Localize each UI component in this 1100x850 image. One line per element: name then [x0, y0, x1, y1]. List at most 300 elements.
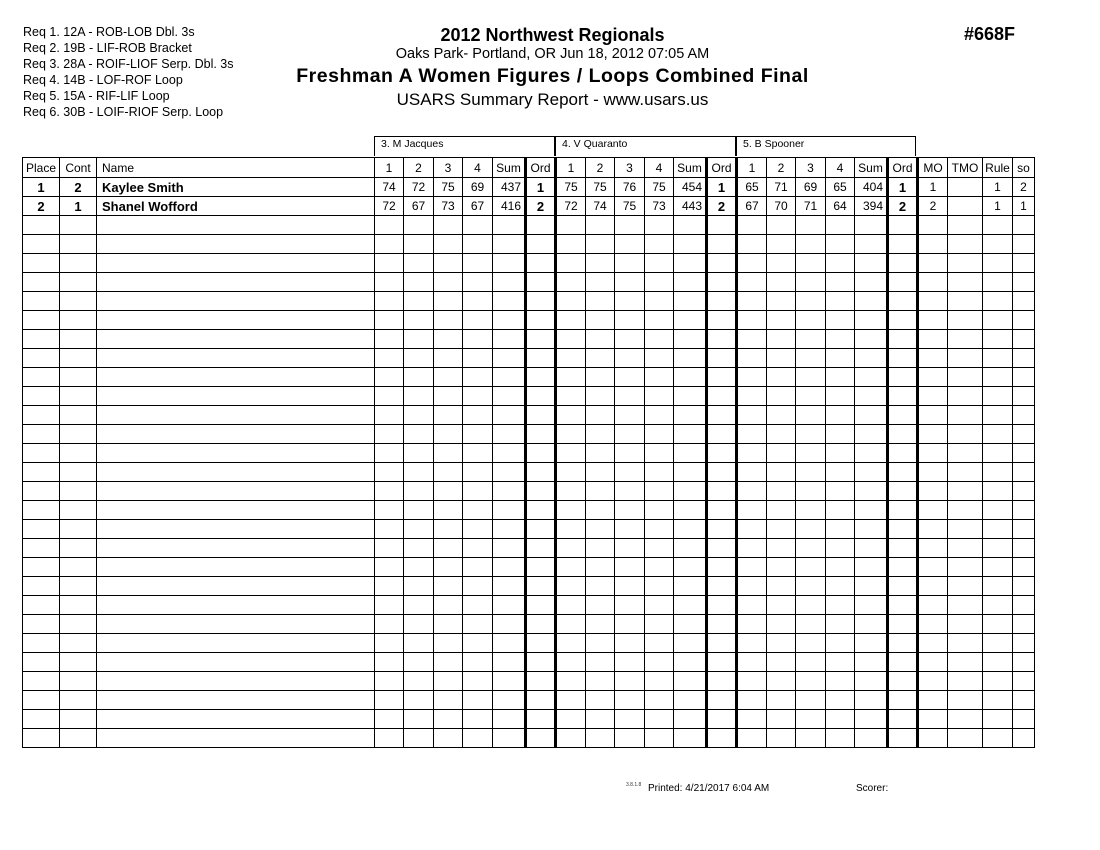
so-cell [1013, 311, 1035, 330]
score-cell [615, 273, 645, 292]
skater-name-cell [97, 520, 375, 539]
score-cell [615, 501, 645, 520]
tmo-cell [948, 216, 983, 235]
score-cell: 65 [826, 178, 855, 197]
ordinal-cell [888, 691, 918, 710]
score-cell [434, 292, 463, 311]
ordinal-cell [707, 501, 737, 520]
score-cell [586, 539, 615, 558]
skater-name-cell [97, 406, 375, 425]
empty-row [23, 368, 1035, 387]
ordinal-cell [526, 254, 556, 273]
sum-cell [674, 615, 707, 634]
skater-name-cell [97, 653, 375, 672]
score-cell [586, 615, 615, 634]
report-header [240, 24, 865, 111]
score-cell [826, 235, 855, 254]
mo-cell [918, 444, 948, 463]
score-cell [404, 387, 434, 406]
score-cell [737, 691, 767, 710]
score-cell [767, 254, 796, 273]
printed-date: Printed: 4/21/2017 6:04 AM [648, 783, 770, 794]
sum-cell [855, 406, 888, 425]
score-cell [767, 330, 796, 349]
score-cell [463, 387, 493, 406]
judge-header-3: 5. B Spooner [736, 136, 916, 156]
score-cell [826, 729, 855, 748]
score-cell [586, 349, 615, 368]
sum-cell [855, 292, 888, 311]
score-cell [375, 615, 404, 634]
sum-cell [674, 330, 707, 349]
score-cell [556, 653, 586, 672]
score-cell [404, 520, 434, 539]
sum-cell [493, 520, 526, 539]
score-cell [404, 311, 434, 330]
score-cell [586, 691, 615, 710]
score-cell [586, 729, 615, 748]
score-cell [556, 710, 586, 729]
score-cell [796, 235, 826, 254]
sum-cell [855, 273, 888, 292]
score-cell [826, 634, 855, 653]
score-cell [463, 235, 493, 254]
ordinal-cell [526, 273, 556, 292]
score-cell [826, 216, 855, 235]
score-cell [434, 463, 463, 482]
ordinal-cell [888, 425, 918, 444]
so-cell [1013, 520, 1035, 539]
empty-row [23, 710, 1035, 729]
score-cell: 67 [737, 197, 767, 216]
score-cell [767, 558, 796, 577]
score-cell [615, 292, 645, 311]
sum-cell [855, 691, 888, 710]
score-cell [434, 254, 463, 273]
so-cell [1013, 387, 1035, 406]
empty-row [23, 216, 1035, 235]
mo-cell [918, 672, 948, 691]
empty-row [23, 691, 1035, 710]
sum-cell [674, 311, 707, 330]
sum-cell [674, 634, 707, 653]
place-cell [23, 691, 60, 710]
rule-cell [983, 292, 1013, 311]
score-cell [737, 482, 767, 501]
location-date: Oaks Park- Portland, OR Jun 18, 2012 07:05 AM [395, 46, 710, 62]
sum-cell [855, 653, 888, 672]
score-cell [796, 368, 826, 387]
requirement-3: Req 3. 28A - ROIF-LIOF Serp. Dbl. 3s [23, 57, 234, 71]
score-cell [556, 691, 586, 710]
sum-cell: 437 [493, 178, 526, 197]
cont-cell [60, 615, 97, 634]
ordinal-cell [888, 387, 918, 406]
score-cell [826, 577, 855, 596]
score-cell [796, 482, 826, 501]
ordinal-cell [707, 311, 737, 330]
score-cell [556, 235, 586, 254]
skater-name-cell [97, 482, 375, 501]
sum-cell [855, 558, 888, 577]
score-cell [615, 691, 645, 710]
sum-cell [855, 710, 888, 729]
score-cell [826, 463, 855, 482]
column-header-judge2-0: 1 [556, 158, 586, 178]
ordinal-cell [707, 444, 737, 463]
score-cell [767, 463, 796, 482]
rule-cell [983, 254, 1013, 273]
sum-cell [493, 501, 526, 520]
score-cell [404, 577, 434, 596]
sum-cell [855, 463, 888, 482]
ordinal-cell [526, 653, 556, 672]
skater-name-cell [97, 425, 375, 444]
score-cell [434, 387, 463, 406]
so-cell [1013, 482, 1035, 501]
sum-cell [855, 368, 888, 387]
rule-cell: 1 [983, 197, 1013, 216]
score-cell [737, 425, 767, 444]
score-cell [615, 672, 645, 691]
ordinal-cell [526, 577, 556, 596]
sum-cell [855, 311, 888, 330]
score-cell [645, 596, 674, 615]
score-cell [586, 330, 615, 349]
score-cell [767, 273, 796, 292]
so-cell [1013, 330, 1035, 349]
mo-cell [918, 330, 948, 349]
report-name: USARS Summary Report - www.usars.us [396, 90, 709, 109]
mo-cell [918, 349, 948, 368]
ordinal-cell [888, 254, 918, 273]
score-cell [556, 425, 586, 444]
score-cell [767, 387, 796, 406]
skater-name-cell: Kaylee Smith [97, 178, 375, 197]
score-cell [767, 292, 796, 311]
rule-cell [983, 520, 1013, 539]
score-cell [556, 311, 586, 330]
sum-cell [674, 425, 707, 444]
ordinal-cell [707, 463, 737, 482]
ordinal-cell [888, 292, 918, 311]
place-cell [23, 539, 60, 558]
ordinal-cell [888, 349, 918, 368]
empty-row [23, 444, 1035, 463]
sum-cell: 394 [855, 197, 888, 216]
tmo-cell [948, 482, 983, 501]
mo-cell [918, 539, 948, 558]
ordinal-cell [888, 311, 918, 330]
score-cell [615, 330, 645, 349]
sum-cell [493, 653, 526, 672]
score-cell [737, 463, 767, 482]
empty-row [23, 653, 1035, 672]
rule-cell [983, 501, 1013, 520]
score-cell [796, 425, 826, 444]
score-cell [404, 710, 434, 729]
cont-cell [60, 311, 97, 330]
mo-cell [918, 406, 948, 425]
tmo-cell [948, 558, 983, 577]
score-cell [796, 520, 826, 539]
score-cell [796, 710, 826, 729]
score-cell: 72 [404, 178, 434, 197]
mo-cell [918, 387, 948, 406]
rule-cell [983, 729, 1013, 748]
score-cell: 67 [404, 197, 434, 216]
ordinal-cell [526, 558, 556, 577]
column-header-judge1-4: Sum [493, 158, 526, 178]
score-cell [556, 615, 586, 634]
score-cell [434, 216, 463, 235]
score-cell [615, 368, 645, 387]
score-cell [737, 729, 767, 748]
empty-row [23, 539, 1035, 558]
ordinal-cell: 2 [526, 197, 556, 216]
score-cell [737, 216, 767, 235]
sum-cell [493, 615, 526, 634]
sum-cell [493, 482, 526, 501]
score-cell [434, 235, 463, 254]
sum-cell [855, 387, 888, 406]
place-cell [23, 463, 60, 482]
score-cell [375, 349, 404, 368]
tmo-cell [948, 178, 983, 197]
cont-cell [60, 444, 97, 463]
sum-cell: 454 [674, 178, 707, 197]
score-cell [826, 254, 855, 273]
score-cell [826, 596, 855, 615]
score-cell [375, 520, 404, 539]
place-cell [23, 273, 60, 292]
mo-cell [918, 558, 948, 577]
score-cell [737, 406, 767, 425]
sum-cell [674, 292, 707, 311]
score-cell [556, 387, 586, 406]
empty-row [23, 558, 1035, 577]
ordinal-cell [707, 254, 737, 273]
score-cell [556, 406, 586, 425]
score-cell [463, 577, 493, 596]
so-cell [1013, 235, 1035, 254]
score-cell [615, 634, 645, 653]
skater-name-cell [97, 311, 375, 330]
score-cell [737, 311, 767, 330]
score-cell [645, 387, 674, 406]
place-cell [23, 387, 60, 406]
place-cell [23, 406, 60, 425]
score-cell [586, 425, 615, 444]
score-cell [796, 539, 826, 558]
score-cell [645, 710, 674, 729]
score-cell [767, 615, 796, 634]
score-cell [434, 349, 463, 368]
tmo-cell [948, 463, 983, 482]
ordinal-cell [888, 216, 918, 235]
score-cell [615, 596, 645, 615]
empty-row [23, 311, 1035, 330]
score-cell [463, 292, 493, 311]
score-cell [375, 330, 404, 349]
ordinal-cell [707, 653, 737, 672]
score-cell [796, 729, 826, 748]
skater-name-cell: Shanel Wofford [97, 197, 375, 216]
score-cell [615, 406, 645, 425]
ordinal-cell [526, 235, 556, 254]
score-cell [556, 273, 586, 292]
score-cell [556, 482, 586, 501]
score-cell [737, 273, 767, 292]
skater-name-cell [97, 444, 375, 463]
requirement-5: Req 5. 15A - RIF-LIF Loop [23, 89, 170, 103]
score-cell [434, 729, 463, 748]
score-cell [645, 482, 674, 501]
score-cell: 72 [375, 197, 404, 216]
tmo-cell [948, 710, 983, 729]
score-cell [826, 710, 855, 729]
tmo-cell [948, 387, 983, 406]
score-cell [586, 596, 615, 615]
sum-cell [674, 387, 707, 406]
empty-row [23, 330, 1035, 349]
score-cell [615, 520, 645, 539]
ordinal-cell [526, 387, 556, 406]
ordinal-cell [707, 539, 737, 558]
ordinal-cell [707, 596, 737, 615]
score-cell [615, 349, 645, 368]
sum-cell [493, 577, 526, 596]
score-cell: 65 [737, 178, 767, 197]
skater-name-cell [97, 216, 375, 235]
ordinal-cell [888, 729, 918, 748]
score-cell [375, 729, 404, 748]
score-cell [375, 292, 404, 311]
score-cell [767, 691, 796, 710]
ordinal-cell [888, 368, 918, 387]
score-cell [645, 729, 674, 748]
score-cell [826, 425, 855, 444]
empty-row [23, 501, 1035, 520]
mo-cell [918, 634, 948, 653]
ordinal-cell [707, 368, 737, 387]
score-cell [796, 501, 826, 520]
score-cell [826, 691, 855, 710]
score-cell [556, 330, 586, 349]
sum-cell [493, 558, 526, 577]
score-cell [615, 482, 645, 501]
mo-cell [918, 463, 948, 482]
score-cell [375, 406, 404, 425]
sum-cell [674, 368, 707, 387]
scorer-label: Scorer: [856, 783, 889, 794]
place-cell [23, 482, 60, 501]
sum-cell [674, 710, 707, 729]
rule-cell [983, 615, 1013, 634]
mo-cell [918, 235, 948, 254]
rule-cell [983, 216, 1013, 235]
tmo-cell [948, 254, 983, 273]
ordinal-cell [526, 672, 556, 691]
score-cell [737, 520, 767, 539]
event-number: #668F [964, 24, 1016, 44]
score-cell [375, 254, 404, 273]
cont-cell [60, 653, 97, 672]
mo-cell: 2 [918, 197, 948, 216]
so-cell [1013, 653, 1035, 672]
score-cell [615, 558, 645, 577]
score-cell: 71 [767, 178, 796, 197]
sum-cell [493, 406, 526, 425]
place-cell [23, 672, 60, 691]
score-cell [586, 235, 615, 254]
score-cell [404, 539, 434, 558]
score-cell [375, 273, 404, 292]
ordinal-cell [888, 634, 918, 653]
ordinal-cell [526, 520, 556, 539]
score-cell [375, 425, 404, 444]
ordinal-cell [888, 406, 918, 425]
column-header-judge1-0: 1 [375, 158, 404, 178]
skater-name-cell [97, 729, 375, 748]
rule-cell [983, 425, 1013, 444]
tmo-cell [948, 368, 983, 387]
sum-cell [493, 634, 526, 653]
score-cell [826, 520, 855, 539]
ordinal-cell [888, 710, 918, 729]
column-header-judge1-1: 2 [404, 158, 434, 178]
rule-cell [983, 577, 1013, 596]
ordinal-cell [888, 520, 918, 539]
cont-cell [60, 520, 97, 539]
score-cell [556, 729, 586, 748]
skater-name-cell [97, 577, 375, 596]
judge-header-2: 4. V Quaranto [555, 136, 736, 156]
sum-cell [855, 444, 888, 463]
score-cell: 70 [767, 197, 796, 216]
cont-cell [60, 349, 97, 368]
tmo-cell [948, 330, 983, 349]
score-cell [463, 539, 493, 558]
score-cell [767, 653, 796, 672]
score-cell [375, 235, 404, 254]
score-cell [556, 216, 586, 235]
so-cell [1013, 368, 1035, 387]
score-cell [826, 311, 855, 330]
column-header-rule: Rule [983, 158, 1013, 178]
score-cell [586, 254, 615, 273]
ordinal-cell [707, 672, 737, 691]
score-cell [615, 311, 645, 330]
score-cell [796, 406, 826, 425]
score-cell [826, 653, 855, 672]
ordinal-cell [526, 444, 556, 463]
so-cell [1013, 273, 1035, 292]
score-cell [404, 406, 434, 425]
mo-cell [918, 311, 948, 330]
score-cell [826, 539, 855, 558]
score-cell [767, 501, 796, 520]
so-cell [1013, 216, 1035, 235]
score-cell [615, 425, 645, 444]
cont-cell [60, 273, 97, 292]
ordinal-cell [707, 406, 737, 425]
score-cell [645, 349, 674, 368]
score-cell [404, 558, 434, 577]
score-cell [375, 596, 404, 615]
score-cell [826, 406, 855, 425]
score-cell [404, 463, 434, 482]
